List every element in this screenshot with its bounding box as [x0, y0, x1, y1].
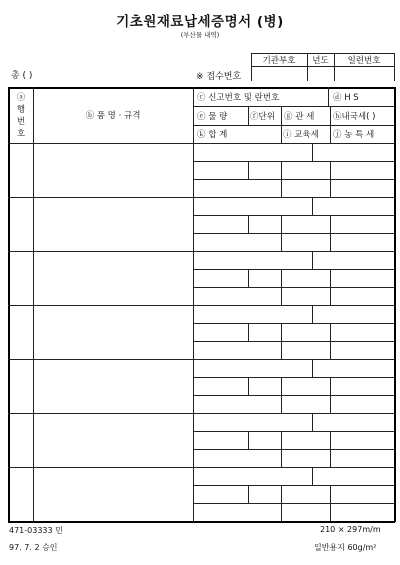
- entry-subrow-line: [193, 323, 394, 324]
- entry-subrow-line: [193, 233, 394, 234]
- entry-vdiv-ef: [248, 431, 249, 449]
- entry-vdiv-fg: [281, 161, 282, 197]
- item-spec-header: ⓑ 품 명 · 규격: [85, 111, 141, 121]
- reg-box-right: [394, 53, 395, 81]
- entry-subrow-line: [193, 449, 394, 450]
- year-label: 년도: [312, 55, 329, 66]
- entry-vdiv-ef: [248, 161, 249, 179]
- entry-vdiv-gh: [330, 269, 331, 305]
- entry-subrow-line: [193, 179, 394, 180]
- entry-vdiv-fg: [281, 377, 282, 413]
- customs-duty-header: ⓖ 관 세: [284, 111, 315, 122]
- entry-vdiv-cd: [312, 359, 313, 377]
- entry-vdiv-cd: [312, 413, 313, 431]
- entry-row-separator: [8, 251, 395, 252]
- header-bottom-line: [8, 143, 395, 144]
- entry-vdiv-ef: [248, 485, 249, 503]
- entry-vdiv-cd: [312, 143, 313, 161]
- entry-vdiv-fg: [281, 215, 282, 251]
- entry-vdiv-cd: [312, 467, 313, 485]
- row-number-label-2: 번: [16, 117, 26, 127]
- entry-vdiv-fg: [281, 323, 282, 359]
- entry-row-separator: [8, 359, 395, 360]
- receipt-number-label: ※ 접수번호: [196, 72, 242, 82]
- table-bottom-border: [8, 521, 395, 523]
- entry-vdiv-gh: [330, 161, 331, 197]
- form-number: 471-03333 민: [9, 526, 63, 535]
- entry-vdiv-ef: [248, 269, 249, 287]
- row-number-label-3: 호: [16, 129, 26, 139]
- entry-subrow-line: [193, 395, 394, 396]
- entry-vdiv-cd: [312, 251, 313, 269]
- quantity-header: ⓔ 물 량: [197, 111, 228, 122]
- row-number-label-1: 행: [16, 105, 26, 115]
- entry-vdiv-gh: [330, 323, 331, 359]
- hs-code-header: ⓓ H S: [333, 92, 359, 103]
- entry-row-separator: [8, 305, 395, 306]
- entry-subrow-line: [193, 215, 394, 216]
- entry-subrow-line: [193, 503, 394, 504]
- hdr-vdiv-cd: [328, 87, 329, 106]
- entry-vdiv-cd: [312, 197, 313, 215]
- hdr-vdiv-fg: [281, 106, 282, 143]
- paper-size: 210 × 297m/m: [320, 525, 381, 534]
- rural-special-tax-header: ⓙ 농 특 세: [333, 130, 375, 140]
- entry-vdiv-cd: [312, 305, 313, 323]
- agency-code-label: 기관부호: [262, 55, 296, 66]
- hdr-vdiv-gh: [330, 106, 331, 143]
- paper-weight: 일반용지 60g/m²: [314, 543, 377, 552]
- reg-box-mid: [251, 66, 395, 67]
- entry-vdiv-fg: [281, 485, 282, 521]
- entry-row-separator: [8, 413, 395, 414]
- approval-date: 97. 7. 2 승인: [9, 543, 58, 552]
- entry-vdiv-gh: [330, 485, 331, 521]
- entry-vdiv-ef: [248, 323, 249, 341]
- declaration-number-header: ⓒ 신고번호 및 란번호: [197, 92, 280, 103]
- serial-label: 일련번호: [347, 55, 381, 66]
- unit-header: ⓕ단위: [250, 111, 275, 122]
- entry-subrow-line: [193, 287, 394, 288]
- entry-subrow-line: [193, 161, 394, 162]
- entry-row-separator: [8, 197, 395, 198]
- entry-vdiv-fg: [281, 431, 282, 467]
- entry-subrow-line: [193, 431, 394, 432]
- entry-subrow-line: [193, 485, 394, 486]
- entry-vdiv-gh: [330, 431, 331, 467]
- entry-vdiv-ef: [248, 215, 249, 233]
- entry-subrow-line: [193, 269, 394, 270]
- row-number-mark: ⓐ: [16, 93, 26, 103]
- entry-vdiv-gh: [330, 377, 331, 413]
- internal-tax-header: ⓗ내국세( ): [333, 111, 376, 122]
- entry-vdiv-ef: [248, 377, 249, 395]
- form-subtitle: (부산물 내역): [180, 31, 220, 39]
- entry-vdiv-gh: [330, 215, 331, 251]
- total-header: ⓚ 합 계: [197, 130, 228, 140]
- education-tax-header: ⓘ 교육세: [283, 130, 319, 140]
- form-title: 기초원재료납세증명서 (병): [116, 14, 284, 30]
- entry-vdiv-fg: [281, 269, 282, 305]
- entry-row-separator: [8, 467, 395, 468]
- row-number-header: [11, 87, 31, 143]
- page-count-label: 총 ( ): [11, 71, 33, 81]
- entry-subrow-line: [193, 377, 394, 378]
- hdr-vdiv-ef: [248, 106, 249, 125]
- entry-subrow-line: [193, 341, 394, 342]
